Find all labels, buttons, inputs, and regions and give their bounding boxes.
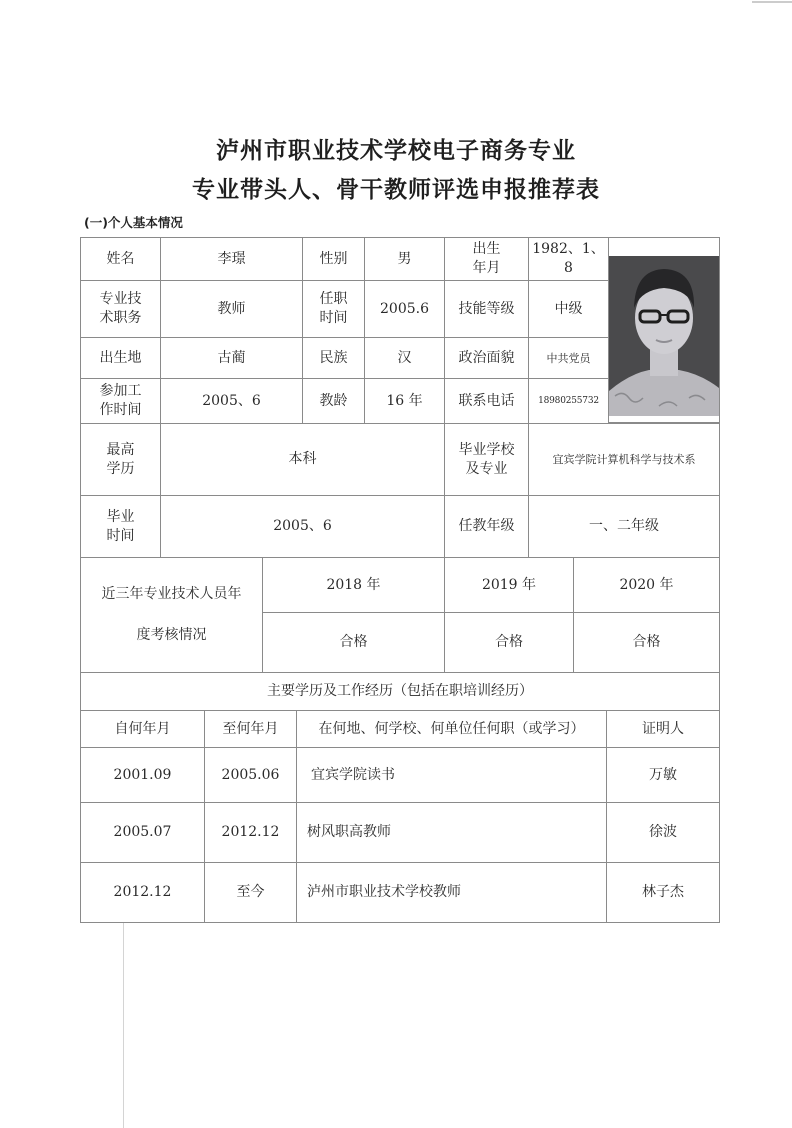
document-title-line2: 专业带头人、骨干教师评选申报推荐表: [192, 177, 600, 203]
assessment-result: 合格: [573, 612, 720, 673]
column-header-to: 至何年月: [204, 710, 297, 748]
political-label: 政治面貌: [444, 337, 529, 379]
row-to: 2012.12: [204, 802, 297, 863]
assessment-year: 2019 年: [444, 557, 574, 613]
experience-heading: 主要学历及工作经历（包括在职培训经历）: [80, 672, 720, 711]
education-label: 最高 学历: [80, 423, 161, 496]
graduation-value: 2005、6: [160, 495, 445, 558]
scan-artifact: [752, 1, 792, 3]
assessment-label-line1: 近三年专业技术人员年: [101, 586, 242, 602]
gender-value: 男: [364, 237, 445, 281]
row-to: 2005.06: [204, 747, 297, 803]
phone-value: 18980255732: [528, 378, 609, 424]
row-description: 宜宾学院读书: [296, 747, 607, 803]
teachyears-label: 教龄: [302, 378, 365, 424]
column-header-description: 在何地、何学校、何单位任何职（或学习）: [296, 710, 607, 748]
section-heading: (一)个人基本情况: [84, 215, 183, 230]
title-value: 教师: [160, 280, 303, 338]
ethnic-value: 汉: [364, 337, 445, 379]
skill-value: 中级: [528, 280, 609, 338]
portrait-photo: [609, 256, 719, 416]
education-value: 本科: [160, 423, 445, 496]
assessment-result: 合格: [262, 612, 445, 673]
row-witness: 万敏: [606, 747, 720, 803]
row-witness: 徐波: [606, 802, 720, 863]
political-value: 中共党员: [528, 337, 609, 379]
workstart-label: 参加工 作时间: [80, 378, 161, 424]
grade-value: 一、二年级: [528, 495, 720, 558]
appoint-value: 2005.6: [364, 280, 445, 338]
appoint-label: 任职 时间: [302, 280, 365, 338]
birth-label: 出生 年月: [444, 237, 529, 281]
assessment-label-line2: 度考核情况: [136, 627, 207, 643]
birthplace-label: 出生地: [80, 337, 161, 379]
column-header-from: 自何年月: [80, 710, 205, 748]
title-label: 专业技 术职务: [80, 280, 161, 338]
school-value: 宜宾学院计算机科学与技术系: [528, 423, 720, 496]
row-witness: 林子杰: [606, 862, 720, 923]
row-to: 至今: [204, 862, 297, 923]
column-header-witness: 证明人: [606, 710, 720, 748]
name-label: 姓名: [80, 237, 161, 281]
scan-margin-line: [123, 922, 124, 1128]
graduation-label: 毕业 时间: [80, 495, 161, 558]
row-from: 2005.07: [80, 802, 205, 863]
row-from: 2012.12: [80, 862, 205, 923]
assessment-label: [80, 557, 263, 673]
skill-label: 技能等级: [444, 280, 529, 338]
workstart-value: 2005、6: [160, 378, 303, 424]
teachyears-value: 16 年: [364, 378, 445, 424]
birth-value: 1982、1、 8: [528, 237, 609, 281]
assessment-year: 2020 年: [573, 557, 720, 613]
row-description: 树风职高教师: [296, 802, 607, 863]
school-label: 毕业学校 及专业: [444, 423, 529, 496]
row-description: 泸州市职业技术学校教师: [296, 862, 607, 923]
document-title-line1: 泸州市职业技术学校电子商务专业: [216, 138, 576, 164]
portrait-image: [609, 256, 719, 416]
row-from: 2001.09: [80, 747, 205, 803]
phone-label: 联系电话: [444, 378, 529, 424]
ethnic-label: 民族: [302, 337, 365, 379]
assessment-result: 合格: [444, 612, 574, 673]
grade-label: 任教年级: [444, 495, 529, 558]
gender-label: 性别: [302, 237, 365, 281]
assessment-year: 2018 年: [262, 557, 445, 613]
name-value: 李璟: [160, 237, 303, 281]
birthplace-value: 古蔺: [160, 337, 303, 379]
